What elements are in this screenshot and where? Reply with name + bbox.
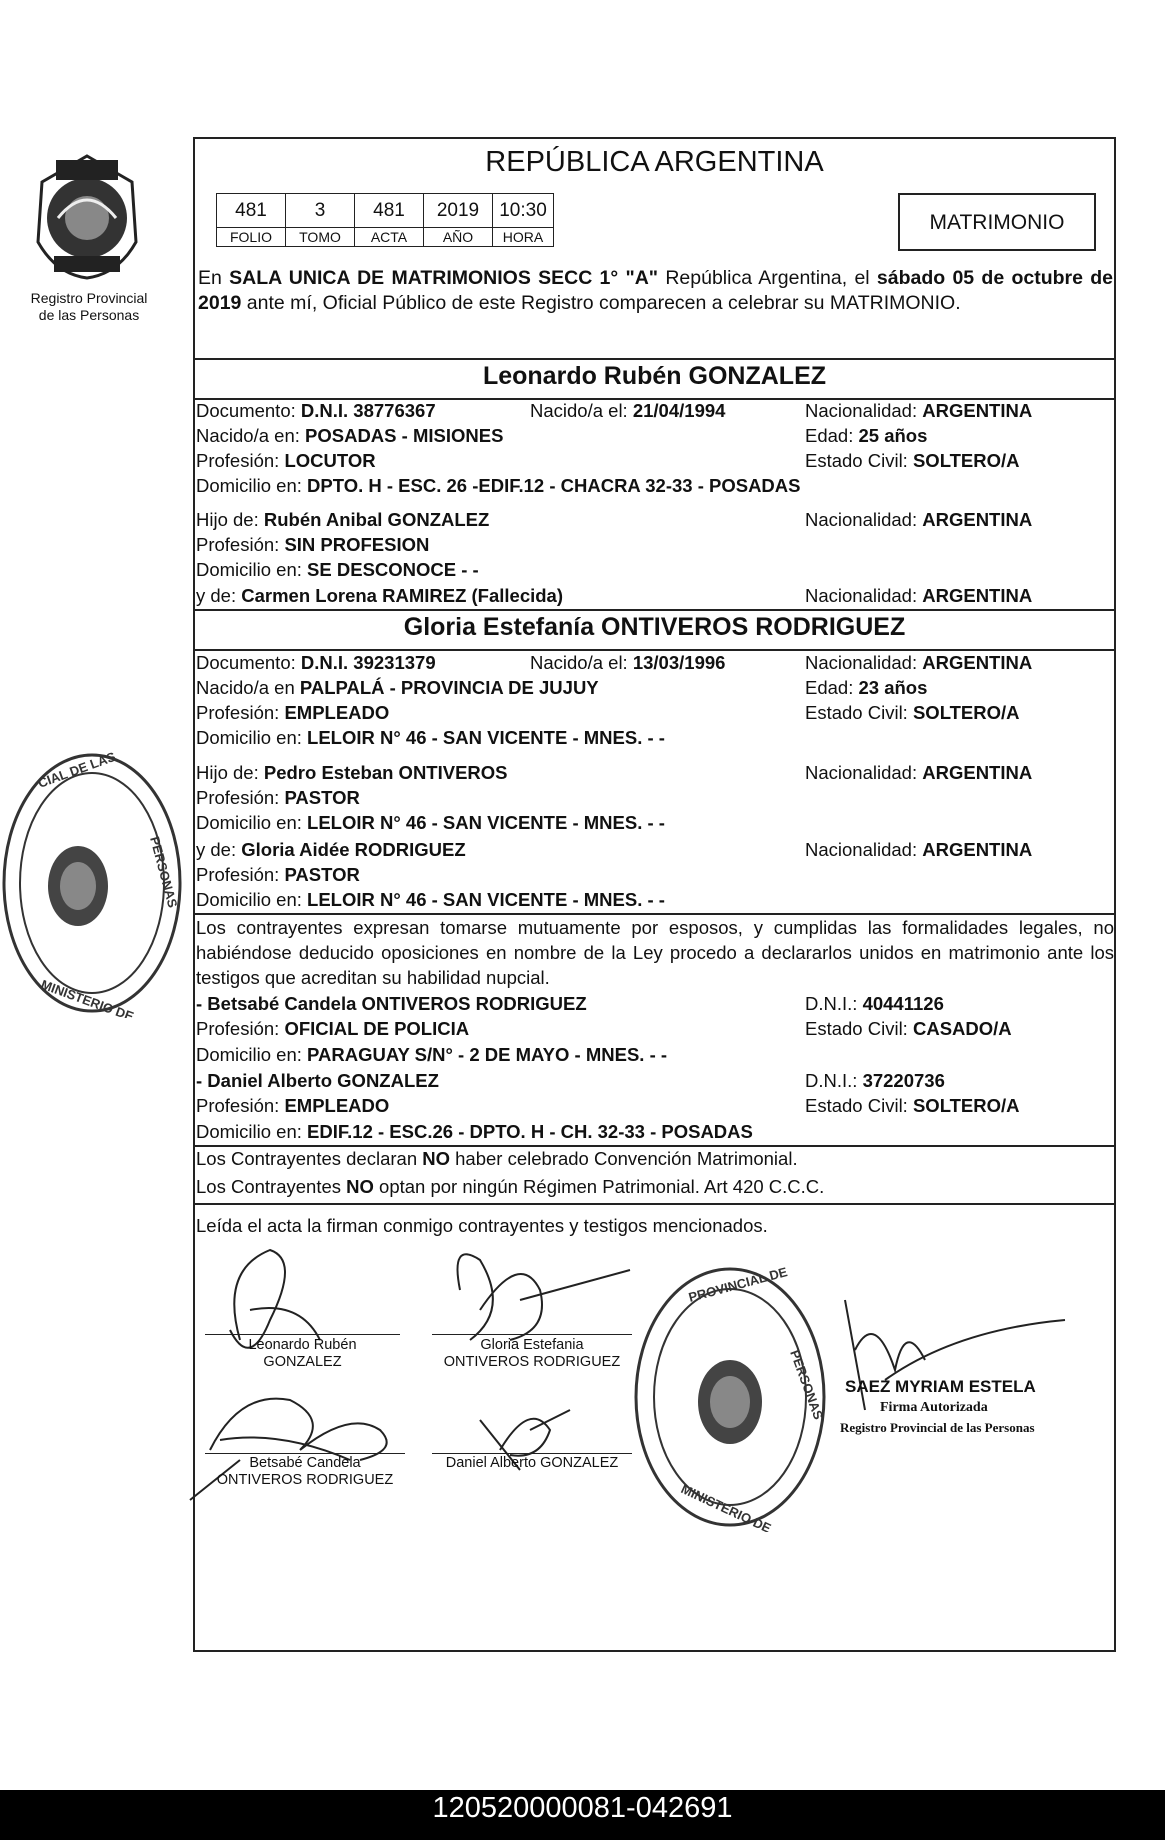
label: Domicilio en:: [196, 1121, 308, 1142]
registry-meta-table: [216, 193, 554, 247]
registry-caption: [14, 290, 164, 324]
label: Hijo de:: [196, 509, 264, 530]
ceremony-place: SALA UNICA DE MATRIMONIOS SECC 1° "A": [229, 267, 659, 289]
label: D.N.I.:: [805, 1070, 863, 1091]
bride-civil-status: [805, 702, 1020, 724]
signature-name: Daniel Alberto GONZALEZ: [445, 1455, 619, 1471]
svg-text:MINISTERIO DE: MINISTERIO DE: [38, 976, 136, 1018]
value: Rubén Anibal GONZALEZ: [263, 509, 490, 530]
value: ARGENTINA: [922, 585, 1033, 606]
label: Domicilio en:: [196, 1044, 308, 1065]
value: PARAGUAY S/N° - 2 DE MAYO - MNES. - -: [307, 1044, 668, 1065]
groom-birthdate: [530, 400, 725, 422]
label: Nacido/a en:: [196, 425, 306, 446]
label: Nacionalidad:: [805, 652, 923, 673]
label: Nacido/a el:: [530, 400, 633, 421]
acta-label: ACTA: [355, 228, 424, 247]
signature-name: Betsabé Candela: [249, 1455, 361, 1471]
registry-logo: [28, 152, 146, 280]
label: Documento:: [196, 652, 301, 673]
witness-1-profession: [196, 1018, 469, 1040]
value: ARGENTINA: [922, 400, 1033, 421]
witness-2-civil-status: [805, 1095, 1020, 1117]
bride-father-profession: [196, 787, 360, 809]
document-title: REPÚBLICA ARGENTINA: [485, 146, 824, 178]
tomo-label: TOMO: [286, 228, 355, 247]
tomo-value: 3: [286, 194, 355, 228]
divider: [193, 1145, 1116, 1147]
value: - Betsabé Candela ONTIVEROS RODRIGUEZ: [196, 993, 587, 1014]
witness-2-name: [196, 1070, 439, 1092]
signature-groom: [205, 1337, 400, 1371]
value: Gloria Aidée RODRIGUEZ: [241, 839, 466, 860]
value: CASADO/A: [912, 1018, 1012, 1039]
signature-line: [205, 1453, 405, 1454]
official-name: SAEZ MYRIAM ESTELA: [845, 1377, 1036, 1396]
value: EMPLEADO: [284, 1095, 390, 1116]
value: PASTOR: [284, 864, 360, 885]
bride-father-nationality: [805, 762, 1032, 784]
signature-line: [432, 1453, 632, 1454]
registry-caption-line-2: de las Personas: [38, 307, 140, 323]
acta-value: 481: [355, 194, 424, 228]
bride-father-address: [196, 812, 665, 834]
label: Nacionalidad:: [805, 762, 923, 783]
patrimonial-regime: [196, 1176, 824, 1198]
act-type-box: MATRIMONIO: [898, 193, 1096, 251]
svg-text:PERSONAS: PERSONAS: [787, 1347, 827, 1422]
bride-father: [196, 762, 508, 784]
value: EDIF.12 - ESC.26 - DPTO. H - CH. 32-33 - POSADAS: [307, 1121, 753, 1142]
groom-mother: [196, 585, 563, 607]
label: Estado Civil:: [805, 1095, 913, 1116]
bride-name: Gloria Estefanía ONTIVEROS RODRIGUEZ: [403, 613, 906, 641]
divider: [193, 1203, 1116, 1205]
groom-mother-nationality: [805, 585, 1032, 607]
label: Domicilio en:: [196, 559, 308, 580]
bride-profession: [196, 702, 389, 724]
label: Profesión:: [196, 787, 285, 808]
witness-1-civil-status: [805, 1018, 1012, 1040]
hora-value: 10:30: [493, 194, 554, 228]
value: PASTOR: [284, 787, 360, 808]
label: Nacionalidad:: [805, 839, 923, 860]
ano-label: AÑO: [424, 228, 493, 247]
official-registry: Registro Provincial de las Personas: [840, 1420, 1035, 1435]
closing-statement: Leída el acta la firman conmigo contrayentes y testigos mencionados.: [196, 1215, 768, 1236]
label: Profesión:: [196, 450, 285, 471]
value: LOCUTOR: [284, 450, 376, 471]
witness-1-address: [196, 1044, 667, 1066]
matrimonial-convention: [196, 1148, 798, 1170]
label: Hijo de:: [196, 762, 264, 783]
text: optan por ningún Régimen Patrimonial. Art 420 C.C.C.: [373, 1176, 825, 1197]
bride-birthdate: [530, 652, 725, 674]
label: Domicilio en:: [196, 475, 308, 496]
label: Nacido/a en: [196, 677, 300, 698]
groom-civil-status: [805, 450, 1020, 472]
value: 21/04/1994: [632, 400, 726, 421]
signature-name: Gloria Estefania: [480, 1337, 584, 1353]
bride-birthplace: [196, 677, 599, 699]
label: Estado Civil:: [805, 1018, 913, 1039]
svg-text:PROVINCIAL DE: PROVINCIAL DE: [686, 1264, 789, 1305]
intro-text-2: República Argentina, el: [658, 267, 877, 289]
signature-surname: ONTIVEROS RODRIGUEZ: [216, 1472, 394, 1488]
official-title: Firma Autorizada: [880, 1400, 988, 1415]
value: Pedro Esteban ONTIVEROS: [263, 762, 508, 783]
label: Domicilio en:: [196, 727, 308, 748]
label: Documento:: [196, 400, 301, 421]
value: SOLTERO/A: [912, 450, 1020, 471]
svg-text:PERSONAS: PERSONAS: [147, 834, 181, 910]
ano-value: 2019: [424, 194, 493, 228]
text: Los Contrayentes declaran: [196, 1148, 423, 1169]
folio-value: 481: [217, 194, 286, 228]
declaration-paragraph: Los contrayentes expresan tomarse mutuamente por esposos, y cumplidas las formalidades legales, no habiéndose deducido oposiciones en nombre de la Ley procedo a declararlos unidos en matrimonio ante los testigos que acreditan su habilidad nupcial.: [196, 917, 1114, 988]
witness-2-dni: [805, 1070, 945, 1092]
label: Domicilio en:: [196, 889, 308, 910]
signature-bride: [432, 1337, 632, 1371]
intro-text-3: ante mí, Oficial Público de este Registro comparecen a celebrar su MATRIMONIO.: [241, 292, 961, 314]
groom-father-address: [196, 559, 479, 581]
label: Edad:: [805, 425, 859, 446]
label: Edad:: [805, 677, 859, 698]
groom-document: [196, 400, 436, 422]
label: Profesión:: [196, 702, 285, 723]
folio-label: FOLIO: [217, 228, 286, 247]
signature-line: [432, 1334, 632, 1335]
value: D.N.I. 38776367: [300, 400, 436, 421]
bride-mother-profession: [196, 864, 360, 886]
bride-nationality: [805, 652, 1032, 674]
witness-1-dni: [805, 993, 944, 1015]
value: PALPALÁ - PROVINCIA DE JUJUY: [299, 677, 599, 698]
intro-text-1: En: [198, 267, 230, 289]
svg-text:MINISTERIO DE: MINISTERIO DE: [678, 1481, 774, 1532]
signature-name: Leonardo Rubén: [248, 1337, 357, 1353]
label: Estado Civil:: [805, 702, 913, 723]
value: ARGENTINA: [922, 652, 1033, 673]
bride-document: [196, 652, 436, 674]
signature-line: [205, 1334, 400, 1335]
emphasis: NO: [346, 1176, 374, 1197]
value: LELOIR N° 46 - SAN VICENTE - MNES. - -: [307, 727, 665, 748]
label: Estado Civil:: [805, 450, 913, 471]
svg-text:CIAL DE LAS: CIAL DE LAS: [35, 748, 118, 791]
side-stamp: [0, 748, 185, 1018]
emphasis: NO: [422, 1148, 450, 1169]
witness-1-name: [196, 993, 587, 1015]
value: OFICIAL DE POLICIA: [284, 1018, 470, 1039]
label: Nacionalidad:: [805, 585, 923, 606]
hora-label: HORA: [493, 228, 554, 247]
groom-age: [805, 425, 927, 447]
label: Nacionalidad:: [805, 509, 923, 530]
bride-mother-address: [196, 889, 665, 911]
bride-age: [805, 677, 927, 699]
signature-surname: GONZALEZ: [263, 1354, 342, 1370]
value: LELOIR N° 46 - SAN VICENTE - MNES. - -: [307, 812, 665, 833]
groom-address: [196, 475, 801, 497]
divider: [193, 649, 1116, 651]
label: y de:: [196, 585, 242, 606]
value: Carmen Lorena RAMIREZ (Fallecida): [241, 585, 564, 606]
groom-profession: [196, 450, 376, 472]
value: ARGENTINA: [922, 839, 1033, 860]
value: DPTO. H - ESC. 26 -EDIF.12 - CHACRA 32-33 - POSADAS: [307, 475, 801, 496]
value: 37220736: [862, 1070, 945, 1091]
intro-paragraph: [198, 266, 1113, 316]
groom-father-nationality: [805, 509, 1032, 531]
document-code: 120520000081-042691: [432, 1792, 733, 1824]
official-stamp: [630, 1262, 830, 1532]
value: SOLTERO/A: [912, 1095, 1020, 1116]
groom-birthplace: [196, 425, 503, 447]
value: EMPLEADO: [284, 702, 390, 723]
value: SE DESCONOCE - -: [307, 559, 479, 580]
value: SIN PROFESION: [284, 534, 430, 555]
registry-caption-line-1: Registro Provincial: [30, 290, 148, 306]
value: D.N.I. 39231379: [300, 652, 436, 673]
label: D.N.I.:: [805, 993, 863, 1014]
witness-2-address: [196, 1121, 753, 1143]
label: Profesión:: [196, 1018, 285, 1039]
text: haber celebrado Convención Matrimonial.: [450, 1148, 798, 1169]
bride-address: [196, 727, 665, 749]
label: Nacido/a el:: [530, 652, 633, 673]
groom-father-profession: [196, 534, 429, 556]
value: 40441126: [862, 993, 944, 1014]
value: 23 años: [858, 677, 928, 698]
groom-nationality: [805, 400, 1032, 422]
value: LELOIR N° 46 - SAN VICENTE - MNES. - -: [307, 889, 665, 910]
value: SOLTERO/A: [912, 702, 1020, 723]
signature-witness-1: [205, 1455, 405, 1489]
value: 25 años: [858, 425, 928, 446]
label: Profesión:: [196, 1095, 285, 1116]
value: - Daniel Alberto GONZALEZ: [196, 1070, 439, 1091]
label: Domicilio en:: [196, 812, 308, 833]
signature-surname: ONTIVEROS RODRIGUEZ: [443, 1354, 621, 1370]
label: Profesión:: [196, 534, 285, 555]
label: y de:: [196, 839, 242, 860]
bride-mother: [196, 839, 466, 861]
value: ARGENTINA: [922, 762, 1033, 783]
value: ARGENTINA: [922, 509, 1033, 530]
divider: [193, 609, 1116, 611]
label: Profesión:: [196, 864, 285, 885]
ceremony-date: sábado 05 de octubre de 2019: [198, 267, 1114, 314]
witness-2-profession: [196, 1095, 389, 1117]
label: Nacionalidad:: [805, 400, 923, 421]
bride-mother-nationality: [805, 839, 1032, 861]
divider: [193, 358, 1116, 360]
value: POSADAS - MISIONES: [305, 425, 504, 446]
signature-witness-2: [432, 1455, 632, 1472]
value: 13/03/1996: [632, 652, 726, 673]
text: Los Contrayentes: [196, 1176, 347, 1197]
groom-father: [196, 509, 489, 531]
groom-name: Leonardo Rubén GONZALEZ: [482, 362, 827, 390]
